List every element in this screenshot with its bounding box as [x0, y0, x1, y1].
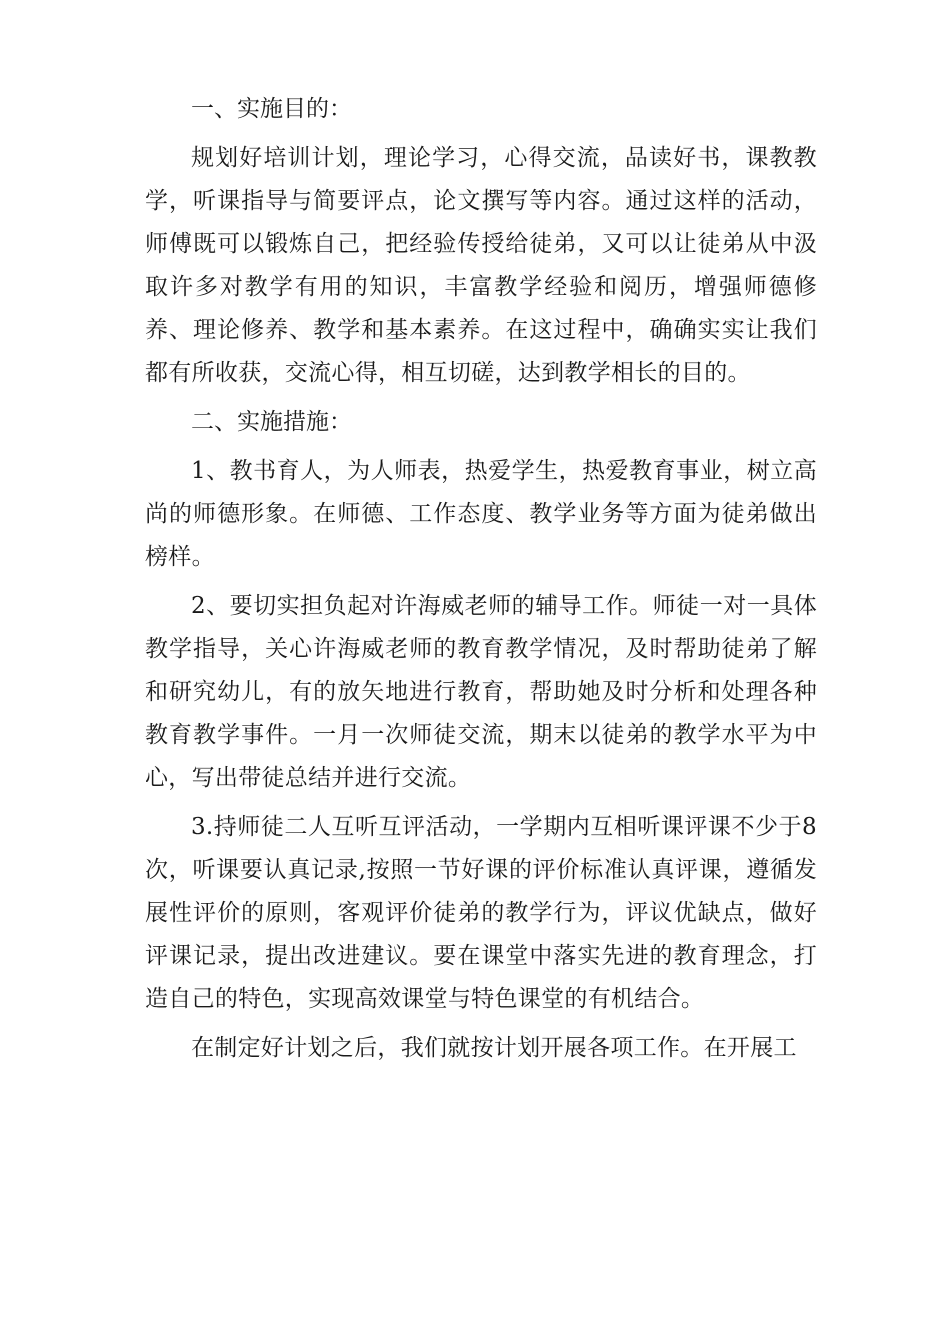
section-heading-measures: 二、实施措施： [191, 409, 352, 435]
document-page [145, 88, 817, 1076]
paragraph-purpose: 规划好培训计划，理论学习，心得交流，品读好书，课教教学，听课指导与简要评点，论文撰写等内容。通过这样的活动，师傅既可以锻炼自己，把经验传授给徒弟，又可以让徒弟从中汲取许多对教学有用的知识，丰富教学经验和阅历，增强师德修养、理论修养、教学和基本素养。在这过程中，确确实实让我们都有所收获，交流心得，相互切磋，达到教学相长的目的。 [145, 145, 817, 386]
measure-item-1: 1、教书育人，为人师表，热爱学生，热爱教育事业，树立高尚的师德形象。在师德、工作态度、教学业务等方面为徒弟做出榜样。 [145, 458, 817, 570]
measure-item-3: 3.持师徒二人互听互评活动，一学期内互相听课评课不少于8次，听课要认真记录,按照一节好课的评价标准认真评课，遵循发展性评价的原则，客观评价徒弟的教学行为，评议优缺点，做好评课记录，提出改进建议。要在课堂中落实先进的教育理念，打造自己的特色，实现高效课堂与特色课堂的有机结合。 [145, 814, 817, 1012]
section-heading-purpose: 一、实施目的： [191, 96, 352, 122]
measure-item-2: 2、要切实担负起对许海威老师的辅导工作。师徒一对一具体教学指导，关心许海威老师的教育教学情况，及时帮助徒弟了解和研究幼儿，有的放矢地进行教育，帮助她及时分析和处理各种教育教学事件。一月一次师徒交流，期末以徒弟的教学水平为中心，写出带徒总结并进行交流。 [145, 593, 817, 791]
paragraph-closing: 在制定好计划之后，我们就按计划开展各项工作。在开展工 [191, 1035, 797, 1061]
